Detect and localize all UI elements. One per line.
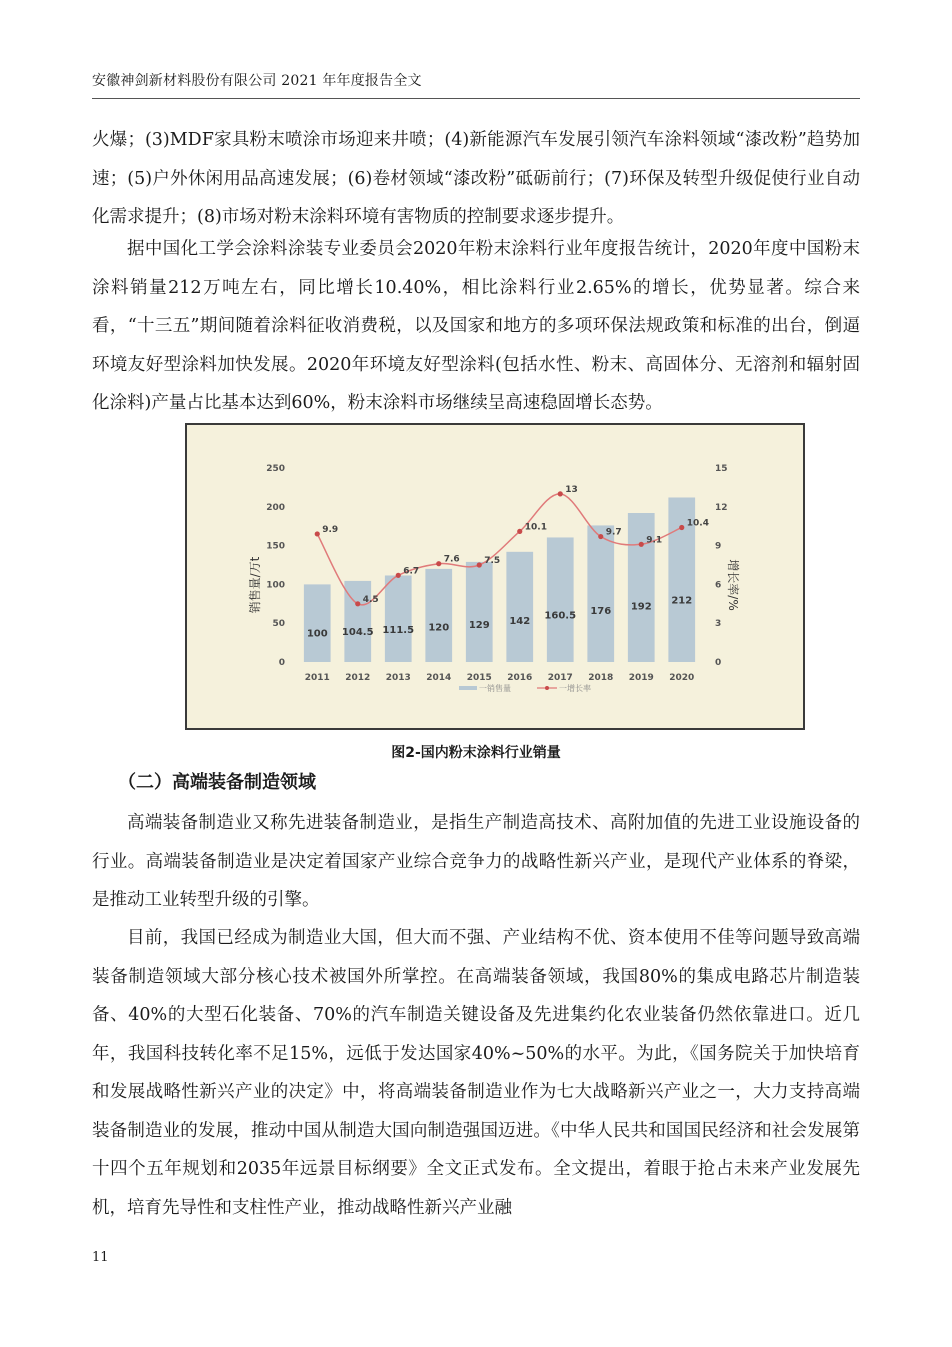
bar-2013 <box>385 575 412 662</box>
x-tick-label: 2016 <box>507 673 533 683</box>
bar-value-label: 129 <box>468 619 490 631</box>
rate-value-label: 10.4 <box>686 518 709 529</box>
rate-value-label: 9.1 <box>646 535 663 546</box>
sales-chart <box>185 423 805 730</box>
bar-value-label: 192 <box>630 601 652 613</box>
bar-value-label: 142 <box>509 616 531 628</box>
y2-tick-label: 9 <box>715 541 722 552</box>
y-tick-label: 150 <box>266 541 285 552</box>
rate-value-label: 9.7 <box>605 527 622 538</box>
chart-canvas <box>187 425 803 728</box>
page-number: 11 <box>92 1250 109 1265</box>
bar-value-label: 176 <box>590 606 612 618</box>
chart-bars <box>304 497 695 662</box>
bar-2015 <box>466 562 493 662</box>
x-tick-label: 2015 <box>466 673 492 683</box>
x-tick-label: 2011 <box>304 673 330 683</box>
figure-caption: 图2-国内粉末涂料行业销量 <box>391 745 561 761</box>
bar-2017 <box>547 537 574 662</box>
section-heading: （二）高端装备制造领域 <box>118 772 316 793</box>
bar-2011 <box>304 584 331 662</box>
growth-rate-line <box>317 494 682 605</box>
paragraph-high-end-equipment-intro: 高端装备制造业又称先进装备制造业，是指生产制造高技术、高附加值的先进工业设施设备的行业。高端装备制造业是决定着国家产业综合竞争力的战略性新兴产业，是现代产业体系的脊梁，是推动工业转型升级的引擎。 <box>92 813 860 910</box>
rate-value-label: 6.7 <box>403 566 420 577</box>
y2-tick-label: 12 <box>715 502 728 513</box>
rate-point-2013 <box>396 573 401 578</box>
x-tick-label: 2019 <box>628 673 654 683</box>
y2-axis-title: 增长率/% <box>726 559 740 611</box>
y-tick-label: 50 <box>272 619 285 630</box>
bar-2018 <box>587 525 614 662</box>
legend-rate: 一增长率 <box>559 684 591 693</box>
rate-value-label: 13 <box>565 484 578 495</box>
paragraph-high-end-equipment-status: 目前，我国已经成为制造业大国，但大而不强、产业结构不优、资本使用不佳等问题导致高端装备制造领域大部分核心技术被国外所掌控。在高端装备领域，我国80%的集成电路芯片制造装备、40%的大型石化装备、70%的汽车制造关键设备及先进集约化农业装备仍然依靠进口。近几年，我国科技转化率不足15%，远低于发达国家40%~50%的水平。为此，《国务院关于加快培育和发展战略性新兴产业的决定》中，将高端装备制造业作为七大战略新兴产业之一，大力支持高端装备制造业的发展，推动中国从制造大国向制造强国迈进。《中华人民共和国国民经济和社会发展第十四个五年规划和2035年远景目标纲要》全文正式发布。全文提出，着眼于抢占未来产业发展先机，培育先导性和支柱性产业，推动战略性新兴产业融 <box>92 928 860 1218</box>
chart-legend <box>459 683 591 693</box>
bar-2016 <box>506 552 533 662</box>
rate-value-label: 9.9 <box>322 524 339 535</box>
rate-value-label: 7.6 <box>443 554 460 565</box>
rate-point-2017 <box>558 491 563 496</box>
y-axis-title: 销售量/万t <box>248 556 262 614</box>
rate-point-2019 <box>639 542 644 547</box>
legend-swatch-sales <box>459 686 477 690</box>
rate-point-2011 <box>315 531 320 536</box>
bar-value-label: 212 <box>671 595 693 607</box>
y2-tick-label: 6 <box>715 580 722 591</box>
rate-point-2014 <box>436 561 441 566</box>
page-header: 安徽神剑新材料股份有限公司 2021 年年度报告全文 <box>92 73 422 89</box>
rate-point-2012 <box>355 601 360 606</box>
x-tick-label: 2020 <box>669 673 695 683</box>
paragraph-powder-coating-stats: 据中国化工学会涂料涂装专业委员会2020年粉末涂料行业年度报告统计，2020年度中国粉末涂料销量212万吨左右，同比增长10.40%，相比涂料行业2.65%的增长，优势显著。综合来看，“十三五”期间随着涂料征收消费税，以及国家和地方的多项环保法规政策和标准的出台，倒逼环境友好型涂料加快发展。2020年环境友好型涂料(包括水性、粉末、高固体分、无溶剂和辐射固化涂料)产量占比基本达到60%，粉末涂料市场继续呈高速稳固增长态势。 <box>92 239 860 413</box>
rate-value-label: 4.5 <box>362 594 379 605</box>
paragraph-continuation: 火爆；(3)MDF家具粉末喷涂市场迎来井喷；(4)新能源汽车发展引领汽车涂料领域“漆改粉”趋势加速；(5)户外休闲用品高速发展；(6)卷材领域“漆改粉”砥砺前行；(7)环保及转型升级促使行业自动化需求提升；(8)市场对粉末涂料环境有害物质的控制要求逐步提升。 <box>92 130 860 227</box>
y-tick-label: 0 <box>278 658 285 668</box>
chart-axes <box>266 464 727 683</box>
bar-value-label: 100 <box>306 628 328 640</box>
x-tick-label: 2012 <box>345 673 371 683</box>
bar-2014 <box>425 569 452 662</box>
x-tick-label: 2018 <box>588 673 614 683</box>
y2-tick-label: 3 <box>715 619 722 630</box>
y-tick-label: 200 <box>266 502 285 513</box>
x-tick-label: 2017 <box>547 673 573 683</box>
rate-value-label: 7.5 <box>484 556 501 566</box>
x-tick-label: 2013 <box>385 673 411 683</box>
rate-point-2016 <box>517 529 522 534</box>
rate-value-label: 10.1 <box>524 522 547 533</box>
y2-tick-label: 0 <box>715 658 722 668</box>
rate-point-2020 <box>679 525 684 530</box>
bar-value-label: 111.5 <box>382 625 415 637</box>
y-tick-label: 100 <box>266 580 285 591</box>
y-tick-label: 250 <box>266 464 285 474</box>
rate-point-2015 <box>477 562 482 567</box>
bar-value-label: 104.5 <box>341 627 374 639</box>
header-rule <box>92 98 860 99</box>
rate-point-2018 <box>598 534 603 539</box>
y2-tick-label: 15 <box>715 464 728 474</box>
bar-value-label: 120 <box>428 622 450 634</box>
legend-sales: 一销售量 <box>479 684 511 693</box>
x-tick-label: 2014 <box>426 673 452 683</box>
bar-value-label: 160.5 <box>544 610 577 622</box>
